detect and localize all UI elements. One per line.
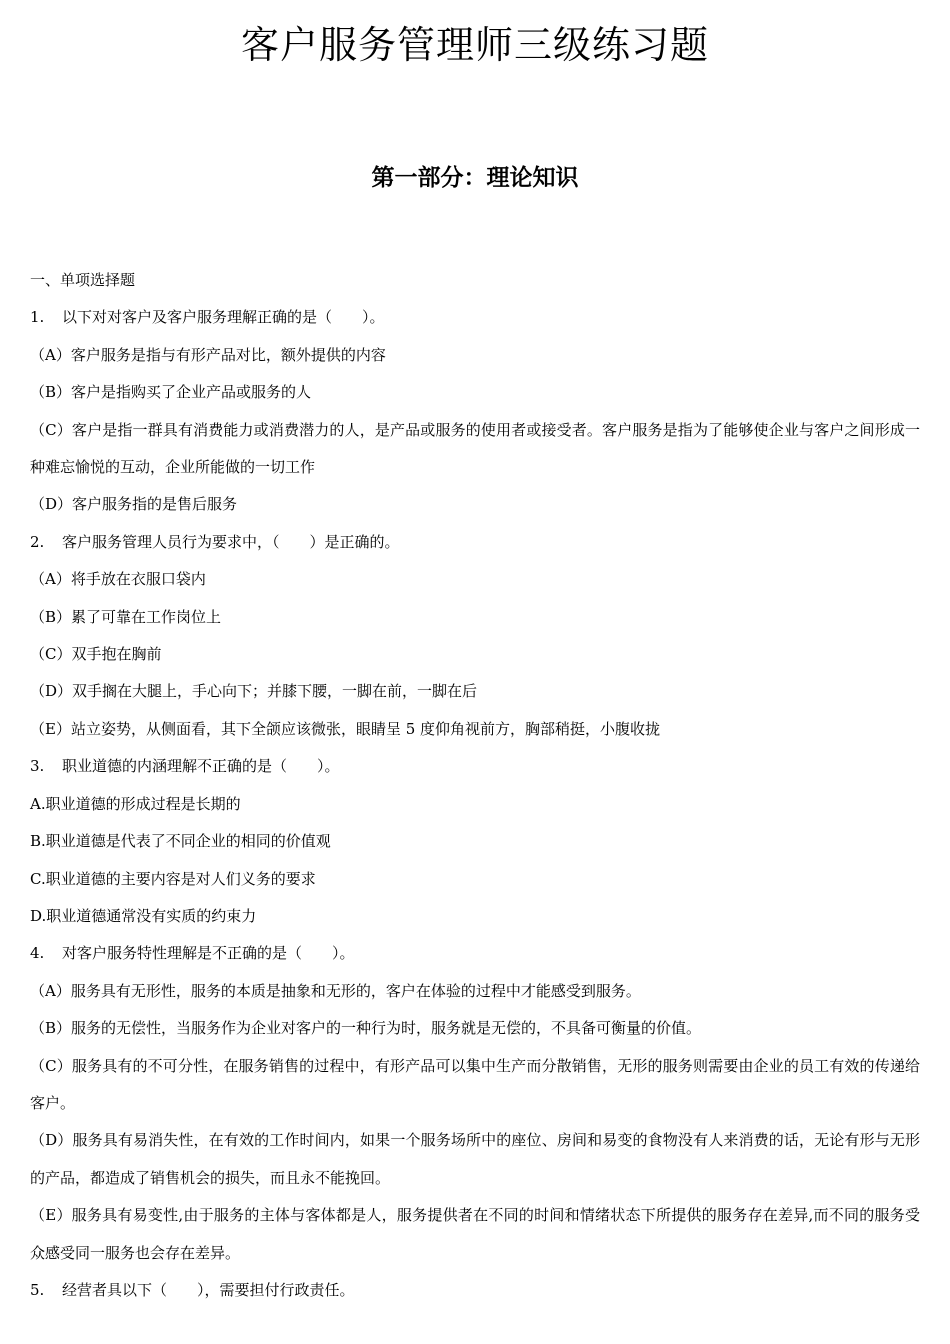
question-number: 1. (30, 308, 45, 327)
question-stem (30, 524, 920, 561)
section-title: 第一部分：理论知识 (371, 165, 579, 191)
question-stem (30, 935, 920, 972)
answer-option: （C）服务具有的不可分性，在服务销售的过程中，有形产品可以集中生产而分散销售，无形的服务则需要由企业的员工有效的传递给客户。 (30, 1056, 920, 1112)
question-text: 对客户服务特性理解是不正确的是（ ）。 (62, 944, 355, 963)
subsection-heading: 一、单项选择题 (30, 271, 136, 289)
answer-option: （D）客户服务指的是售后服务 (30, 495, 238, 514)
answer-option: C.职业道德的主要内容是对人们义务的要求 (30, 869, 316, 888)
question-number: 4. (30, 944, 45, 963)
answer-option: （D）双手搁在大腿上，手心向下；并膝下腰，一脚在前，一脚在后 (30, 682, 478, 701)
answer-option: A.职业道德的形成过程是长期的 (30, 794, 241, 813)
question-stem (30, 748, 920, 785)
answer-option: （B）累了可靠在工作岗位上 (30, 607, 222, 626)
answer-option: （C）双手抱在胸前 (30, 645, 162, 664)
answer-option: B.职业道德是代表了不同企业的相同的价值观 (30, 832, 331, 851)
question-text: 职业道德的内涵理解不正确的是（ ）。 (62, 757, 340, 776)
answer-option: （C）客户是指一群具有消费能力或消费潜力的人，是产品或服务的使用者或接受者。客户服务是指为了能够使企业与客户之间形成一种难忘愉悦的互动，企业所能做的一切工作 (30, 420, 920, 477)
answer-option: （A）客户服务是指与有形产品对比，额外提供的内容 (30, 345, 386, 364)
answer-option: （A）将手放在衣服口袋内 (30, 570, 206, 589)
answer-option: D.职业道德通常没有实质的约束力 (30, 906, 257, 925)
answer-option: （E）服务具有易变性,由于服务的主体与客体都是人，服务提供者在不同的时间和情绪状态下所提供的服务存在差异,而不同的服务受众感受同一服务也会存在差异。 (30, 1206, 920, 1262)
answer-option: （D）服务具有易消失性，在有效的工作时间内，如果一个服务场所中的座位、房间和易变的食物没有人来消费的话，无论有形与无形的产品，都造成了销售机会的损失，而且永不能挽回。 (30, 1131, 920, 1187)
document-title: 客户服务管理师三级练习题 (240, 23, 709, 67)
answer-option: （E）站立姿势，从侧面看，其下全颌应该微张，眼睛呈 5 度仰角视前方，胸部稍挺，小腹收拢 (30, 719, 661, 738)
question-text: 经营者具以下（ ），需要担付行政责任。 (62, 1280, 355, 1299)
document-body (30, 262, 920, 1309)
answer-option: （A）服务具有无形性，服务的本质是抽象和无形的，客户在体验的过程中才能感受到服务。 (30, 981, 641, 1000)
question-stem (30, 1272, 920, 1309)
question-number: 3. (30, 757, 45, 776)
question-stem (30, 299, 920, 336)
answer-option: （B）服务的无偿性，当服务作为企业对客户的一种行为时，服务就是无偿的，不具备可衡量的价值。 (30, 1019, 702, 1038)
question-number: 2. (30, 532, 45, 551)
question-text: 以下对对客户及客户服务理解正确的是（ ）。 (62, 308, 385, 327)
question-number: 5. (30, 1280, 45, 1299)
question-text: 客户服务管理人员行为要求中，（ ）是正确的。 (62, 532, 400, 551)
answer-option: （B）客户是指购买了企业产品或服务的人 (30, 383, 312, 402)
